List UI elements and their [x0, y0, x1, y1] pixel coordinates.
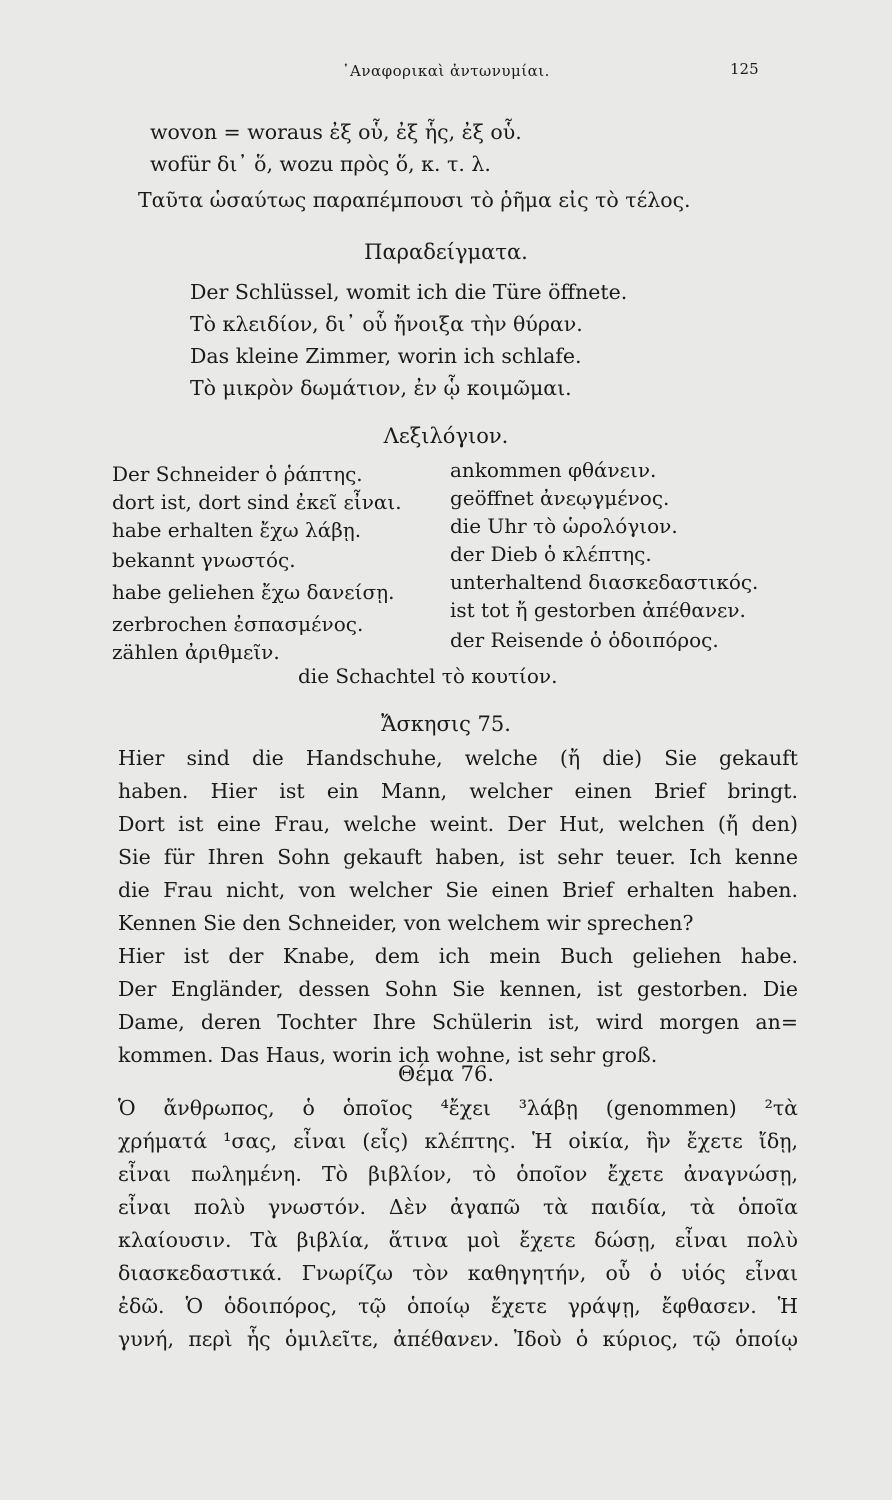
theme-line: ἐδῶ. Ὁ ὁδοιπόρος, τῷ ὁποίῳ ἔχετε γράψῃ, ἔφθασεν. Ἡ: [118, 1294, 798, 1318]
theme-line: διασκεδαστικά. Γνωρίζω τὸν καθηγητήν, οὗ ὁ υἱός εἶναι: [118, 1261, 798, 1285]
exercise-line: haben. Hier ist ein Mann, welcher einen Brief bringt.: [118, 779, 798, 803]
exercise-line: Der Engländer, dessen Sohn Sie kennen, ist gestorben. Die: [118, 977, 798, 1001]
vocab-entry: ist tot ἤ gestorben ἀπέθανεν.: [450, 598, 746, 622]
vocab-entry: Der Schneider ὁ ῥάπτης.: [112, 462, 363, 486]
page-number: 125: [730, 60, 759, 78]
vocab-entry: habe erhalten ἔχω λάβῃ.: [112, 518, 362, 542]
example-line: Der Schlüssel, womit ich die Türe öffnete.: [190, 280, 628, 304]
theme-line: κλαίουσιν. Τὰ βιβλία, ἅτινα μοὶ ἔχετε δώσῃ, εἶναι πολὺ: [118, 1228, 798, 1252]
examples-heading: Παραδείγματα.: [364, 240, 528, 264]
exercise-line: Dame, deren Tochter Ihre Schülerin ist, wird morgen an=: [118, 1010, 798, 1034]
vocab-entry: dort ist, dort sind ἐκεῖ εἶναι.: [112, 490, 402, 514]
theme-line: χρήματά ¹σας, εἶναι (εἷς) κλέπτης. Ἡ οἰκία, ἣν ἔχετε ἴδῃ,: [118, 1129, 798, 1153]
vocab-entry: zählen ἀριθμεῖν.: [112, 640, 280, 664]
exercise-line: Dort ist eine Frau, welche weint. Der Hut, welchen (ἤ den): [118, 812, 798, 836]
exercise-line: Kennen Sie den Schneider, von welchem wir sprechen?: [118, 911, 694, 935]
vocab-entry: der Reisende ὁ ὁδοιπόρος.: [450, 628, 719, 652]
theme-line: Ὁ ἄνθρωπος, ὁ ὁποῖος ⁴ἔχει ³λάβῃ (genommen) ²τὰ: [118, 1096, 798, 1120]
theme-line: εἶναι πολὺ γνωστόν. Δὲν ἀγαπῶ τὰ παιδία, τὰ ὁποῖα: [118, 1195, 798, 1219]
exercise-line: Hier sind die Handschuhe, welche (ἤ die) Sie gekauft: [118, 746, 798, 770]
exercise-heading: Ἄσκησις 75.: [381, 712, 511, 736]
theme-line: εἶναι πωλημένη. Τὸ βιβλίον, τὸ ὁποῖον ἔχετε ἀναγνώσῃ,: [118, 1162, 798, 1186]
example-line: Τὸ μικρὸν δωμάτιον, ἐν ᾧ κοιμῶμαι.: [190, 376, 572, 400]
vocab-entry: bekannt γνωστός.: [112, 548, 296, 572]
intro-line: wofür δι᾿ ὅ, wozu πρὸς ὅ, κ. τ. λ.: [150, 152, 491, 176]
exercise-line: Sie für Ihren Sohn gekauft haben, ist sehr teuer. Ich kenne: [118, 845, 798, 869]
intro-line: Ταῦτα ὡσαύτως παραπέμπουσι τὸ ῥῆμα εἰς τὸ τέλος.: [138, 188, 691, 212]
example-line: Das kleine Zimmer, worin ich schlafe.: [190, 344, 582, 368]
exercise-paragraph: [118, 746, 798, 1076]
vocab-entry: unterhaltend διασκεδαστικός.: [450, 570, 759, 594]
vocab-entry: ankommen φθάνειν.: [450, 458, 657, 482]
vocab-entry: der Dieb ὁ κλέπτης.: [450, 542, 652, 566]
vocab-entry: habe geliehen ἔχω δανείσῃ.: [112, 580, 395, 604]
example-line: Τὸ κλειδίον, δι᾿ οὗ ἤνοιξα τὴν θύραν.: [190, 312, 583, 336]
intro-line: wovon = woraus ἐξ οὗ, ἐξ ἧς, ἐξ οὗ.: [150, 120, 522, 144]
running-header: ᾿Αναφορικαὶ ἀντωνυμίαι.: [342, 62, 550, 80]
vocab-entry: zerbrochen ἐσπασμένος.: [112, 612, 364, 636]
exercise-line: Hier ist der Knabe, dem ich mein Buch geliehen habe.: [118, 944, 798, 968]
vocab-entry: die Uhr τὸ ὡρολόγιον.: [450, 514, 678, 538]
exercise-line: die Frau nicht, von welcher Sie einen Brief erhalten haben.: [118, 878, 798, 902]
theme-paragraph: [118, 1096, 798, 1360]
vocab-entry: geöffnet ἀνεῳγμένος.: [450, 486, 670, 510]
theme-line: γυνή, περὶ ἧς ὁμιλεῖτε, ἀπέθανεν. Ἰδοὺ ὁ κύριος, τῷ ὁποίῳ: [118, 1327, 798, 1351]
vocab-entry: die Schachtel τὸ κουτίον.: [298, 664, 558, 688]
theme-heading: Θέμα 76.: [398, 1062, 494, 1086]
vocabulary-heading: Λεξιλόγιον.: [383, 424, 509, 448]
exercise-line: kommen. Das Haus, worin ich wohne, ist sehr groß.: [118, 1043, 658, 1067]
